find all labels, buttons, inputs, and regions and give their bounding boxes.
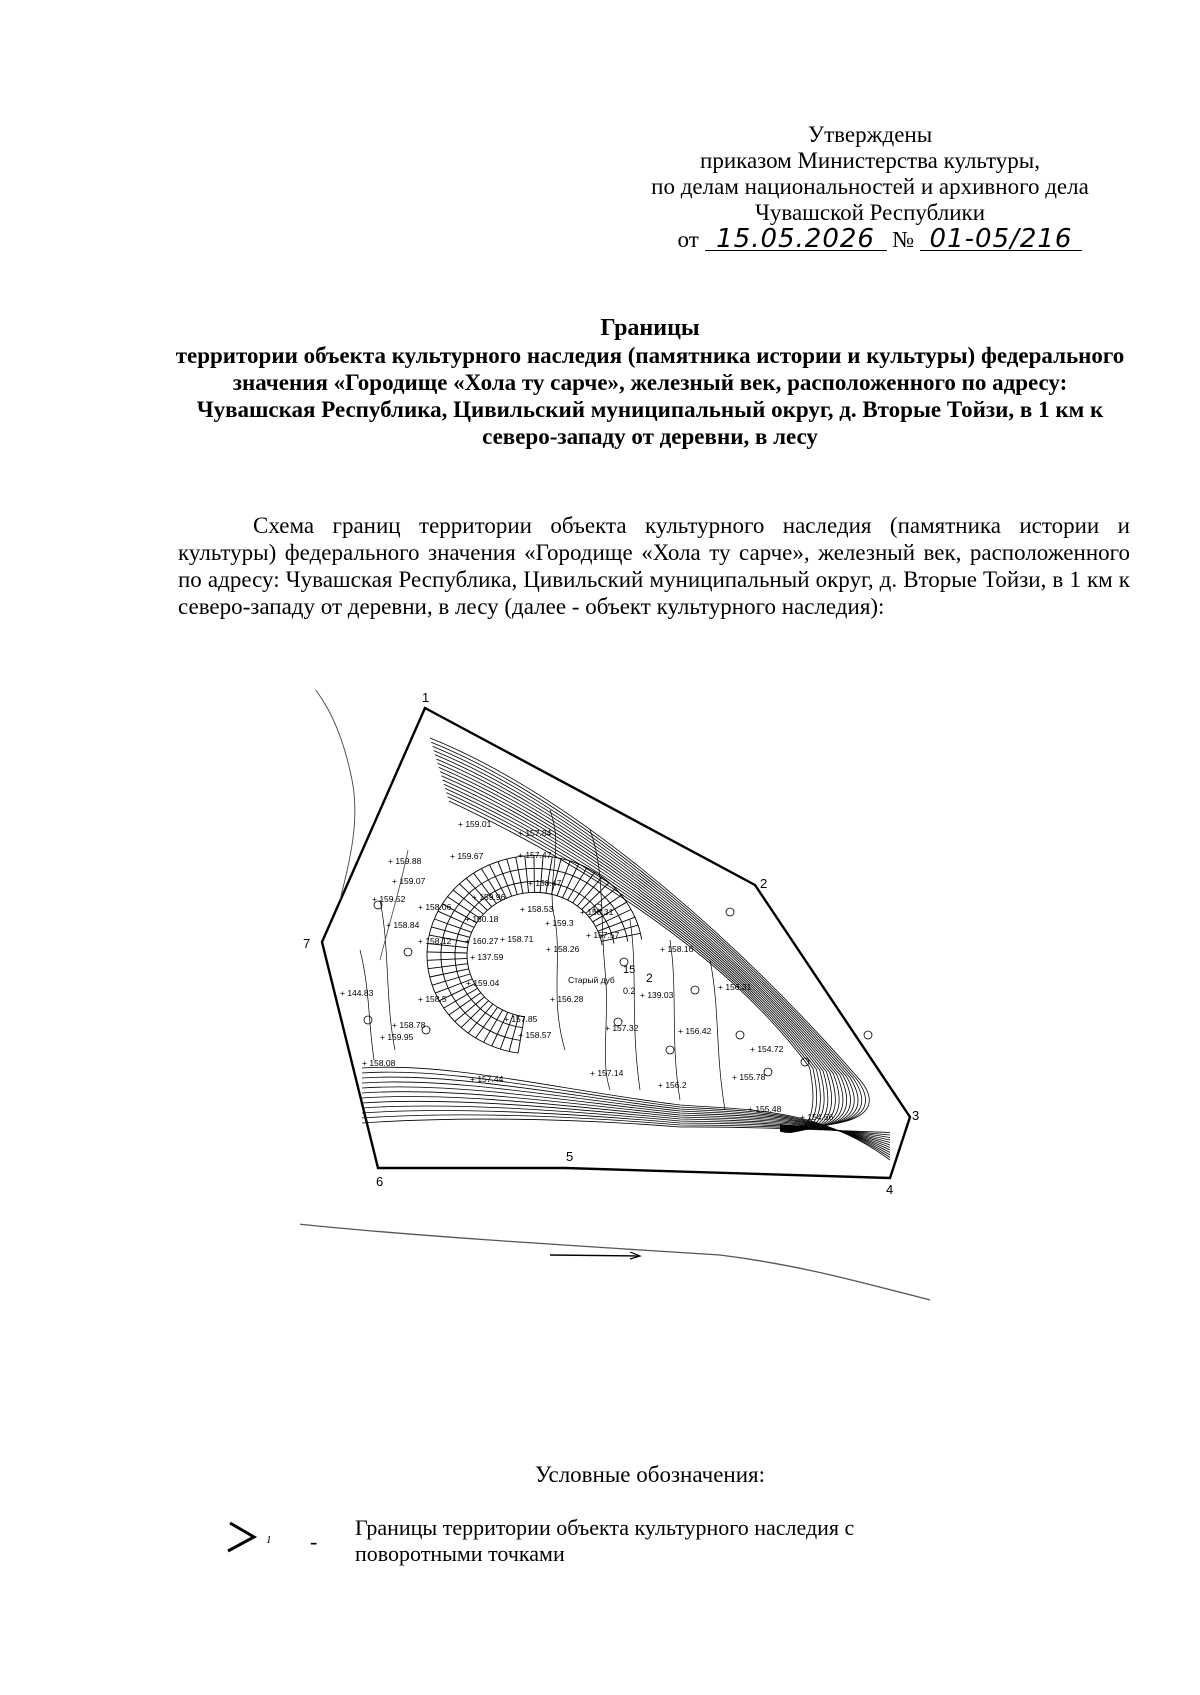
elevation-label: + 154.72 xyxy=(750,1044,784,1054)
number-sign: № xyxy=(892,227,915,252)
elevation-label: + 157.57 xyxy=(586,930,620,940)
elevation-label: + 158.57 xyxy=(518,1030,552,1040)
elevation-label: + 157.14 xyxy=(590,1068,624,1078)
elevation-label: + 158.08 xyxy=(362,1058,396,1068)
elevation-label: + 158.84 xyxy=(386,920,420,930)
legend-title: Условные обозначения: xyxy=(534,1462,766,1487)
legend-dash: - xyxy=(310,1529,318,1554)
road-line xyxy=(300,1223,930,1300)
legend-symbol-label: 1 xyxy=(266,1534,272,1546)
boundary-point-1: 1 xyxy=(422,690,430,705)
approval-line-1: Утверждены xyxy=(807,122,933,147)
document-title xyxy=(175,315,1125,450)
elevation-label: + 137.59 xyxy=(470,952,504,962)
oak-count: 2 xyxy=(646,971,653,985)
elevation-label: + 158.5 xyxy=(418,994,447,1004)
elevation-label: + 156.28 xyxy=(550,994,584,1004)
contour-line xyxy=(360,950,374,1060)
oak-label: Старый дуб xyxy=(568,975,615,985)
contour-line xyxy=(430,738,869,1126)
elevation-label: + 157.47 xyxy=(518,850,552,860)
elevation-label: + 155.48 xyxy=(748,1104,782,1114)
tree-marker xyxy=(864,1031,872,1039)
elevation-label: + 155.78 xyxy=(732,1072,766,1082)
contour-line xyxy=(630,920,640,1090)
rampart-hatch xyxy=(428,964,468,969)
boundary-point-4: 4 xyxy=(886,1182,894,1197)
contour-line xyxy=(670,940,680,1100)
boundary-symbol-icon xyxy=(220,1515,290,1565)
elevation-label: + 159.95 xyxy=(380,1032,414,1042)
elevation-label: + 159.07 xyxy=(392,876,426,886)
contour-line xyxy=(431,742,865,1126)
stream-line xyxy=(300,690,355,900)
elevation-label: + 157.32 xyxy=(605,1023,639,1033)
elevation-label: + 160.27 xyxy=(465,936,499,946)
tree-marker xyxy=(691,986,699,994)
elevation-label: + 157.44 xyxy=(470,1074,504,1084)
contour-line xyxy=(550,810,565,1050)
elevation-label: + 157.84 xyxy=(518,828,552,838)
tree-marker xyxy=(726,908,734,916)
elevation-label: + 158.16 xyxy=(660,944,694,954)
boundary-point-3: 3 xyxy=(912,1108,920,1123)
elevation-label: + 156.31 xyxy=(718,982,752,992)
elevation-label: + 139.03 xyxy=(640,990,674,1000)
rampart-hatch xyxy=(516,857,523,893)
boundary-polygon xyxy=(322,708,910,1178)
oak-number: 15 xyxy=(623,964,636,976)
tree-marker xyxy=(736,1031,744,1039)
tree-marker xyxy=(404,948,412,956)
elevation-label: + 158.47 xyxy=(528,878,562,888)
rampart-hatch xyxy=(568,868,587,900)
rampart-hatch xyxy=(498,862,512,897)
elevation-label: + 160.18 xyxy=(465,914,499,924)
approval-line-2: приказом Министерства культуры, xyxy=(700,148,1040,173)
approval-line-4: Чувашской Республики xyxy=(754,200,986,225)
elevation-label: + 156.42 xyxy=(678,1026,712,1036)
elevation-label: + 159.52 xyxy=(372,894,406,904)
oak-distance: 0.2 xyxy=(623,986,636,996)
elevation-label: + 159.01 xyxy=(458,819,492,829)
elevation-label: + 159.04 xyxy=(466,978,500,988)
scheme-description: Схема границ территории объекта культурного наследия (памятника истории и культуры) федерального значения «Городище «Хола ту сарче», железный век, расположенного по адресу: Чувашская Республика, Цивильский муниципальный округ, д. Вторые Тойзи, в 1 км к северо-западу от деревни, в лесу (далее - объект культурного наследия): xyxy=(178,513,1130,619)
elevation-label: + 158.06 xyxy=(418,902,452,912)
elevation-label: + 158.71 xyxy=(500,934,534,944)
rampart-hatch xyxy=(427,958,467,960)
road-arrow xyxy=(550,1255,638,1256)
boundary-map xyxy=(300,690,1020,1420)
rampart-hatch xyxy=(427,952,467,953)
approval-line-3: по делам национальностей и архивного дела xyxy=(651,174,1089,199)
rampart-hatch xyxy=(507,859,517,895)
elevation-label: + 156.2 xyxy=(658,1080,687,1090)
elevation-label: + 157.85 xyxy=(504,1014,538,1024)
tree-marker xyxy=(666,1046,674,1054)
rampart-hatch xyxy=(484,1010,503,1042)
tree-marker xyxy=(364,1016,372,1024)
elevation-label: + 158.31 xyxy=(580,907,614,917)
elevation-label: + 158.53 xyxy=(520,904,554,914)
boundary-point-7: 7 xyxy=(303,936,311,951)
boundary-point-2: 2 xyxy=(760,876,768,891)
elevation-label: + 158.12 xyxy=(418,936,452,946)
elevation-label: + 159.88 xyxy=(388,856,422,866)
legend-text: Границы территории объекта культурного наследия с поворотными точками xyxy=(355,1515,855,1566)
title-main: Границы xyxy=(600,315,700,341)
legend-item-boundary xyxy=(220,1515,1020,1585)
date-prefix: от xyxy=(677,227,699,252)
terrain-lines xyxy=(360,738,890,1160)
rampart-hatch xyxy=(562,864,578,898)
boundary-point-5: 5 xyxy=(566,1149,574,1164)
elevation-label: + 154.56 xyxy=(800,1112,834,1122)
handwritten-date: 15.05.2026 xyxy=(705,228,887,251)
boundary-point-6: 6 xyxy=(376,1174,384,1189)
elevation-label: + 159.3 xyxy=(545,918,574,928)
elevation-labels xyxy=(340,819,834,1122)
elevation-label: + 158.26 xyxy=(546,944,580,954)
handwritten-number: 01-05/216 xyxy=(920,228,1082,251)
title-body: территории объекта культурного наследия (памятника истории и культуры) федерального значения «Городище «Хола ту сарче», железный век, расположенного по адресу: Чувашская Республика, Цивильский муниципальный округ, д. Вторые Тойзи, в 1 км к северо-западу от деревни, в лесу xyxy=(175,343,1125,449)
elevation-label: + 144.83 xyxy=(340,988,374,998)
elevation-label: + 159.67 xyxy=(450,851,484,861)
approval-block xyxy=(600,122,1140,253)
approval-date-number xyxy=(600,224,1140,254)
elevation-label: + 158.78 xyxy=(392,1020,426,1030)
elevation-label: + 159.96 xyxy=(472,892,506,902)
